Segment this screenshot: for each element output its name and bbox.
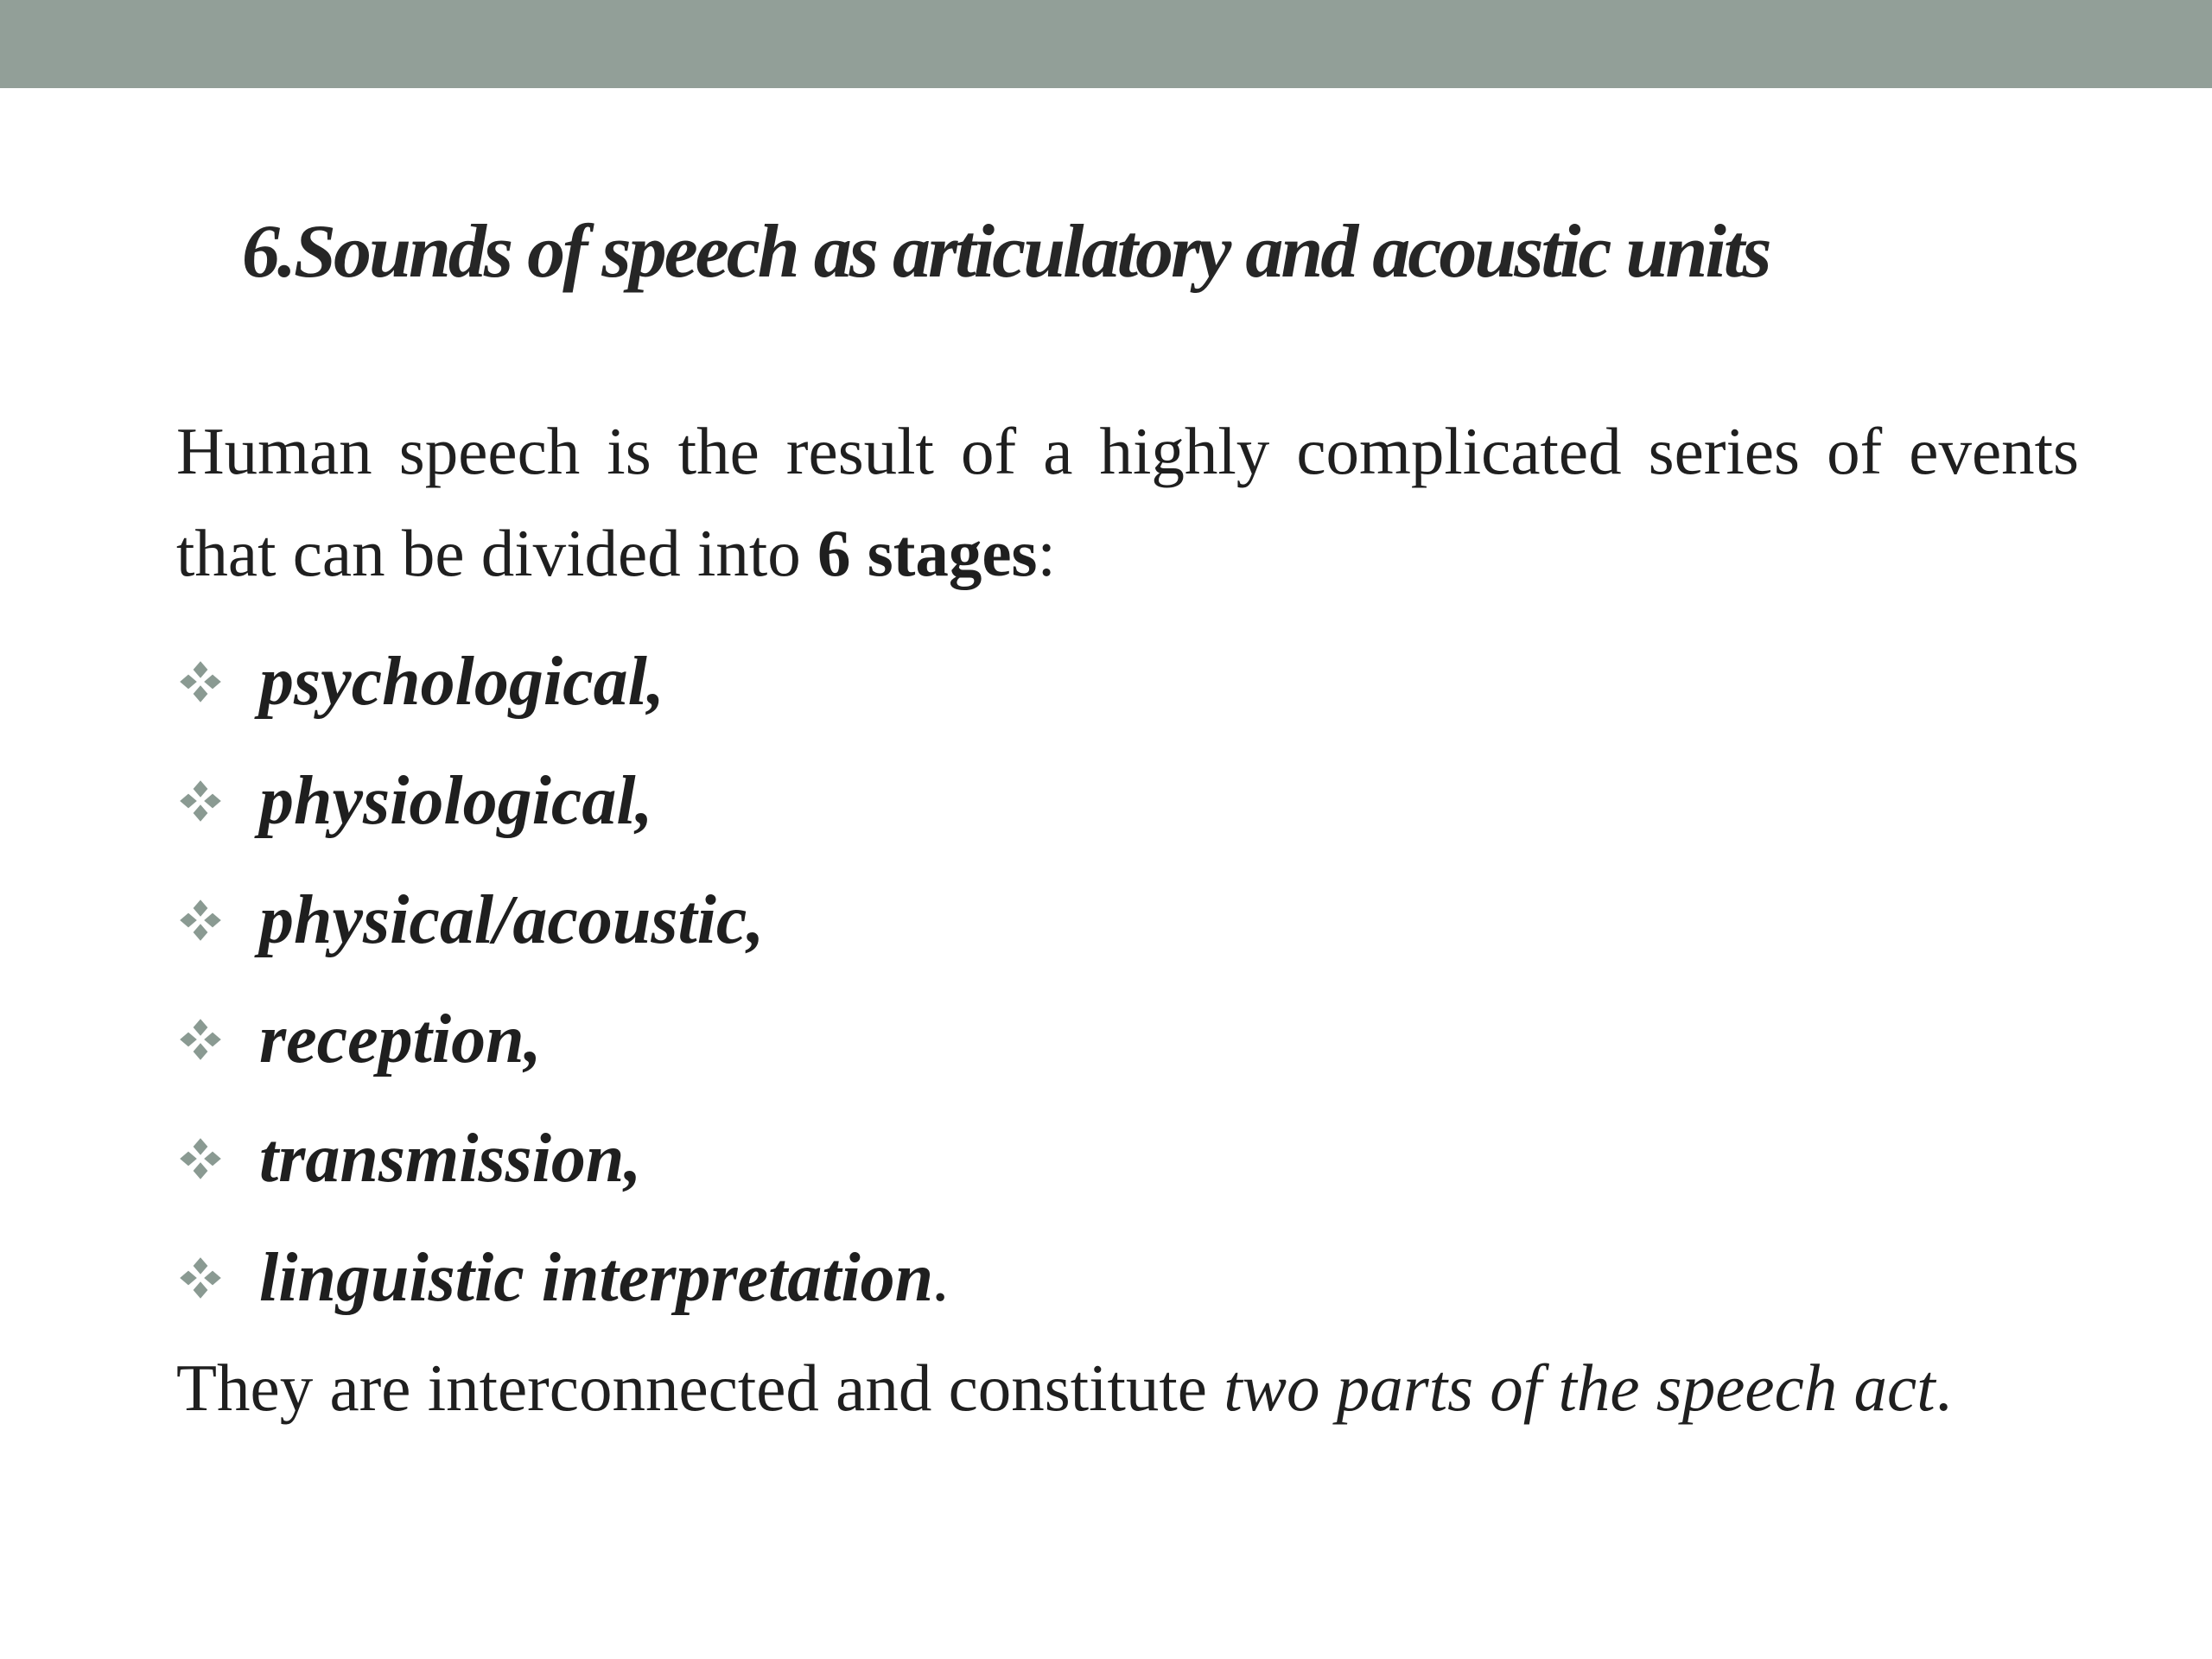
closing-text: They are interconnected and constitute xyxy=(176,1351,1224,1425)
slide-title: 6.Sounds of speech as articulatory and acoustic units xyxy=(242,210,1770,294)
top-decorative-bar xyxy=(0,0,2212,88)
list-item-stage-1 xyxy=(176,622,950,741)
four-diamond-bullet-icon xyxy=(176,658,225,706)
list-item-stage-5 xyxy=(176,1099,950,1218)
list-item-stage-4 xyxy=(176,980,950,1099)
four-diamond-bullet-icon xyxy=(176,1254,225,1302)
stage-label: physical/acoustic, xyxy=(259,882,765,958)
intro-bold-stages: 6 stages xyxy=(817,516,1038,590)
intro-end: : xyxy=(1037,516,1056,590)
stages-list xyxy=(176,622,950,1338)
intro-paragraph xyxy=(176,400,2079,604)
closing-end: . xyxy=(1935,1351,1952,1425)
list-item-stage-2 xyxy=(176,741,950,861)
stage-label: physiological, xyxy=(259,763,653,839)
stage-suffix: . xyxy=(933,1240,951,1316)
stage-label: transmission, xyxy=(259,1121,642,1197)
stage-label: reception, xyxy=(259,1001,542,1077)
four-diamond-bullet-icon xyxy=(176,896,225,944)
closing-paragraph xyxy=(176,1336,2079,1440)
four-diamond-bullet-icon xyxy=(176,777,225,825)
intro-text: Human speech is the result of a highly complicated series of events that can be divided into xyxy=(176,414,2079,590)
stage-label: psychological, xyxy=(259,644,664,720)
four-diamond-bullet-icon xyxy=(176,1135,225,1183)
stage-label: linguistic interpretation xyxy=(259,1240,934,1316)
list-item-stage-3 xyxy=(176,861,950,980)
four-diamond-bullet-icon xyxy=(176,1015,225,1064)
list-item-stage-6 xyxy=(176,1218,950,1338)
closing-italic: two parts of the speech act xyxy=(1224,1351,1936,1425)
